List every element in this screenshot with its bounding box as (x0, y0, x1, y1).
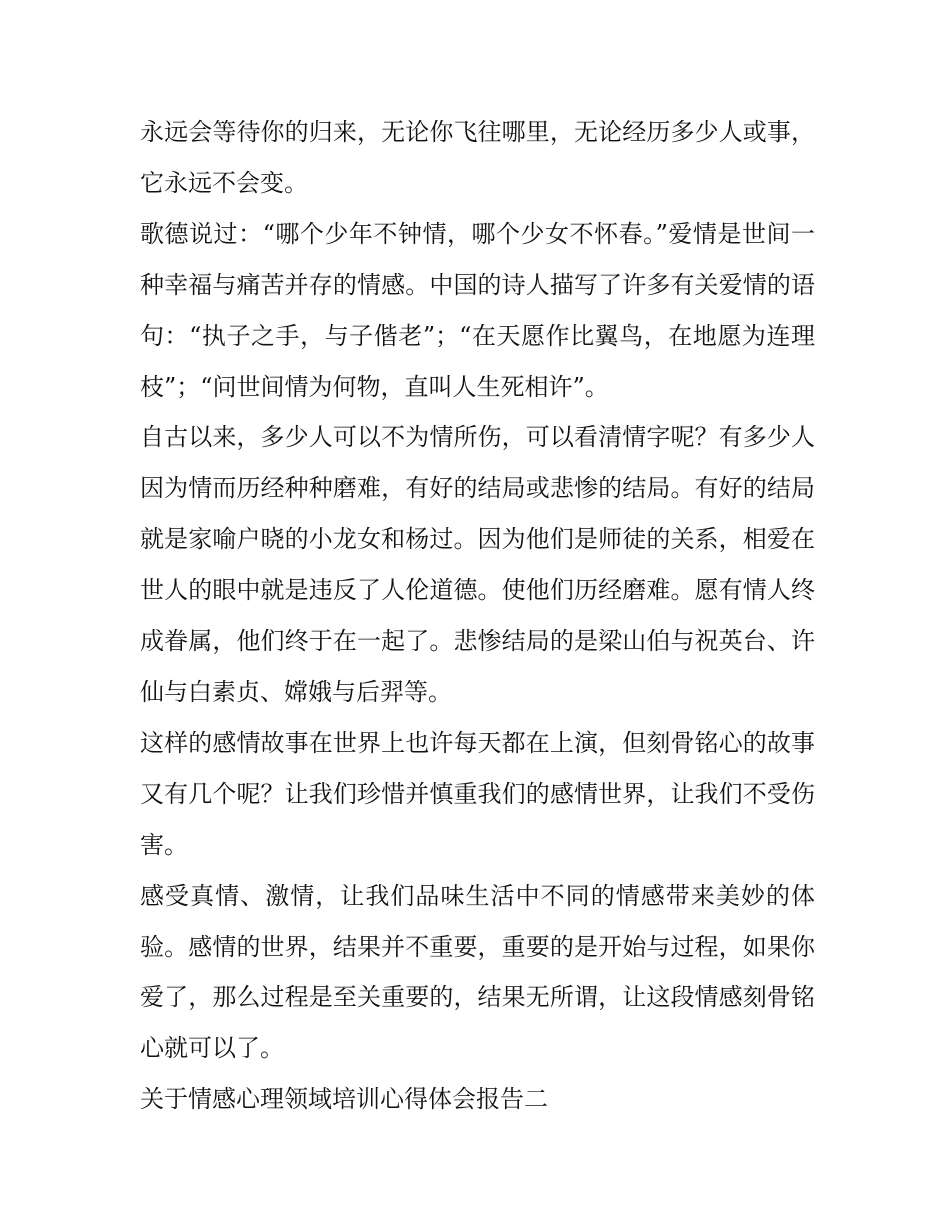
paragraph-goethe-quote: 歌德说过：“哪个少年不钟情，哪个少女不怀春。”爱情是世间一种幸福与痛苦并存的情感。中国的诗人描写了许多有关爱情的语句：“执子之手，与子偕老”；“在天愿作比翼鸟，在地愿为连理枝”；“问世间情为何物，直叫人生死相许”。 (140, 219, 815, 401)
paragraph-waiting: 永远会等待你的归来，无论你飞往哪里，无论经历多少人或事，它永远不会变。 (140, 118, 815, 197)
paragraph-cherish-feelings: 这样的感情故事在世界上也许每天都在上演，但刻骨铭心的故事又有几个呢？让我们珍惜并慎重我们的感情世界，让我们不受伤害。 (140, 728, 815, 859)
section-heading: 关于情感心理领域培训心得体会报告二 (140, 1085, 548, 1114)
document-body (140, 107, 815, 1125)
paragraph-experience-emotion: 感受真情、激情，让我们品味生活中不同的情感带来美妙的体验。感情的世界，结果并不重要，重要的是开始与过程，如果你爱了，那么过程是至关重要的，结果无所谓，让这段情感刻骨铭心就可以了。 (140, 881, 815, 1063)
paragraph-love-stories: 自古以来，多少人可以不为情所伤，可以看清情字呢？有多少人因为情而历经种种磨难，有好的结局或悲惨的结局。有好的结局就是家喻户晓的小龙女和杨过。因为他们是师徒的关系，相爱在世人的眼中就是违反了人伦道德。使他们历经磨难。愿有情人终成眷属，他们终于在一起了。悲惨结局的是梁山伯与祝英台、许仙与白素贞、嫦娥与后羿等。 (140, 423, 815, 706)
